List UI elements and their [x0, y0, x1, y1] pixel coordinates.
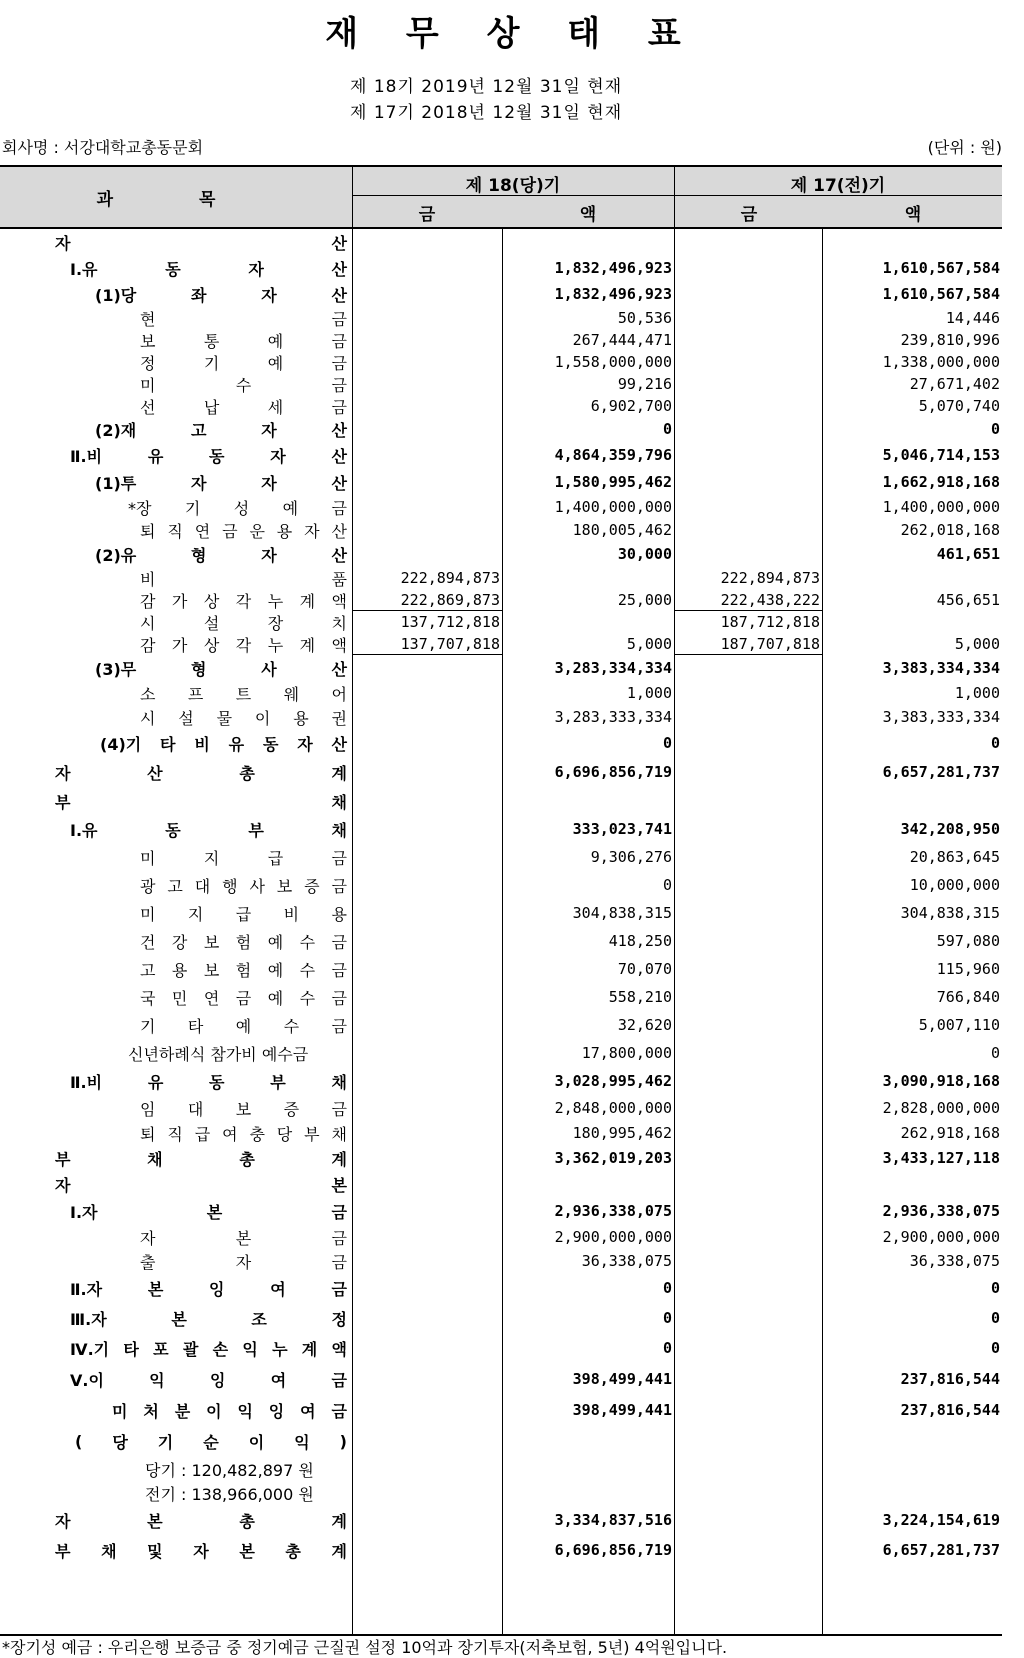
table-row [0, 351, 1002, 373]
amount-c1: 137,712,818 [400, 613, 500, 631]
amount-c2: 2,936,338,075 [554, 1202, 672, 1220]
amount-c4: 3,383,333,334 [882, 708, 1000, 726]
account-label: 출 자 금 [140, 1252, 347, 1272]
amount-c2: 9,306,276 [590, 848, 672, 866]
account-label: 국 민 연 금 예 수 금 [140, 988, 347, 1008]
table-row [0, 1171, 1002, 1197]
amount-c4: 3,090,918,168 [882, 1072, 1000, 1090]
account-label: 광 고 대 행 사 보 증 금 [140, 876, 347, 896]
amount-c4: 5,046,714,153 [882, 446, 1000, 464]
account-label: 감 가 상 각 누 계 액 [140, 591, 347, 611]
table-row [0, 927, 1002, 955]
account-label: 미 지 급 비 용 [140, 904, 347, 924]
table-row [0, 1145, 1002, 1171]
amount-c4: 20,863,645 [909, 848, 1000, 866]
amount-c2: 50,536 [617, 309, 672, 327]
account-label: 자 본 총 계 [55, 1511, 347, 1531]
account-label: Ⅲ.자 본 조 정 [70, 1309, 347, 1329]
amount-c2: 5,000 [626, 635, 672, 653]
amount-c4: 304,838,315 [900, 904, 1000, 922]
table-row [0, 281, 1002, 307]
account-label: 부 채 및 자 본 총 계 [55, 1541, 347, 1561]
amount-c4: 0 [990, 1339, 1000, 1357]
amount-c4: 2,900,000,000 [882, 1228, 1000, 1246]
table-row [0, 589, 1002, 611]
amount-c4: 3,383,334,334 [882, 659, 1000, 677]
account-label: 미 지 급 금 [140, 848, 347, 868]
account-label: 선 납 세 금 [140, 397, 347, 417]
table-row [0, 1273, 1002, 1303]
amount-c2: 1,400,000,000 [554, 498, 672, 516]
account-label: 자 본 [55, 1175, 347, 1195]
account-label: 비 품 [140, 569, 347, 589]
table-row [0, 229, 1002, 255]
table-row [0, 1067, 1002, 1095]
amount-c1: 137,707,818 [400, 635, 500, 653]
table-row [0, 611, 1002, 633]
table-row [0, 983, 1002, 1011]
table-row [0, 1395, 1002, 1425]
account-label: ( 당 기 순 이 익 ) [75, 1431, 347, 1452]
account-label: (3)무 형 사 산 [95, 659, 347, 679]
account-label: Ⅱ.비 유 동 자 산 [70, 446, 347, 466]
table-row [0, 1481, 1002, 1505]
amount-c2: 70,070 [617, 960, 672, 978]
table-row [0, 955, 1002, 983]
amount-c4: 237,816,544 [900, 1401, 1000, 1419]
amount-c2: 418,250 [608, 932, 672, 950]
amount-c4: 1,338,000,000 [882, 353, 1000, 371]
account-label: (1)당 좌 자 산 [95, 285, 347, 305]
amount-c4: 5,000 [954, 635, 1000, 653]
amount-c4: 237,816,544 [900, 1370, 1000, 1388]
table-row [0, 417, 1002, 441]
table-row [0, 899, 1002, 927]
table-row [0, 1039, 1002, 1067]
amount-c2: 1,558,000,000 [554, 353, 672, 371]
table-row [0, 681, 1002, 705]
amount-c4: 6,657,281,737 [882, 763, 1000, 781]
account-label: 감 가 상 각 누 계 액 [140, 635, 347, 655]
account-label: 퇴 직 연 금 운 용 자 산 [140, 521, 347, 541]
amount-c2: 6,902,700 [590, 397, 672, 415]
table-row [0, 1425, 1002, 1457]
account-label: (4)기 타 비 유 동 자 산 [100, 734, 347, 754]
account-label: 부 채 [55, 792, 347, 812]
amount-c2: 3,283,334,334 [554, 659, 672, 677]
footnote: *장기성 예금 : 우리은행 보증금 중 정기예금 근질권 설정 10억과 장기투자(저축보험, 5년) 4억원입니다. [2, 1638, 728, 1657]
amount-c2: 3,362,019,203 [554, 1149, 672, 1167]
table-row [0, 1363, 1002, 1395]
table-row [0, 1333, 1002, 1363]
table-row [0, 567, 1002, 589]
table-row [0, 441, 1002, 469]
statement-title: 재 무 상 태 표 [325, 14, 699, 54]
table-row [0, 255, 1002, 281]
amount-c2: 30,000 [617, 545, 672, 563]
amount-c2: 398,499,441 [572, 1401, 672, 1419]
account-label: Ⅰ.유 동 자 산 [70, 259, 347, 279]
header-prior-amount-b: 액 [904, 205, 922, 225]
header-account: 과 목 [96, 190, 256, 210]
table-row [0, 633, 1002, 655]
amount-c2: 1,000 [626, 684, 672, 702]
amount-c4: 2,828,000,000 [882, 1099, 1000, 1117]
amount-c2: 558,210 [608, 988, 672, 1006]
amount-c2: 0 [662, 876, 672, 894]
table-row [0, 655, 1002, 681]
header-prior-period: 제 17(전)기 [790, 176, 886, 196]
table-row [0, 469, 1002, 495]
amount-c2: 267,444,471 [572, 331, 672, 349]
period-current: 제 18기 2019년 12월 31일 현재 [350, 77, 623, 97]
table-row [0, 541, 1002, 567]
company-name: 회사명 : 서강대학교총동문회 [2, 138, 204, 157]
amount-c3: 222,438,222 [720, 591, 820, 609]
table-row [0, 519, 1002, 541]
amount-c2: 3,283,333,334 [554, 708, 672, 726]
amount-c3: 187,707,818 [720, 635, 820, 653]
table-row [0, 1303, 1002, 1333]
table-row [0, 329, 1002, 351]
amount-c1: 222,894,873 [400, 569, 500, 587]
account-label: Ⅰ.유 동 부 채 [70, 820, 347, 840]
account-label: (1)투 자 자 산 [95, 473, 347, 493]
account-label: 신년하례식 참가비 예수금 [128, 1044, 309, 1064]
account-label: 전기 : 138,966,000 원 [145, 1484, 314, 1504]
amount-c2: 2,900,000,000 [554, 1228, 672, 1246]
account-label: Ⅳ.기 타 포 괄 손 익 누 계 액 [70, 1339, 347, 1359]
amount-c4: 5,007,110 [918, 1016, 1000, 1034]
account-label: 부 채 총 계 [55, 1149, 347, 1169]
table-row [0, 843, 1002, 871]
account-label: 미 수 금 [140, 375, 347, 395]
table-row [0, 1535, 1002, 1565]
amount-c4: 342,208,950 [900, 820, 1000, 838]
amount-c4: 36,338,075 [909, 1252, 1000, 1270]
account-label: 자 산 총 계 [55, 763, 347, 783]
account-label: 기 타 예 수 금 [140, 1016, 347, 1036]
table-row [0, 1505, 1002, 1535]
amount-c4: 115,960 [936, 960, 1000, 978]
amount-c2: 3,334,837,516 [554, 1511, 672, 1529]
table-row [0, 1225, 1002, 1249]
amount-c4: 766,840 [936, 988, 1000, 1006]
amount-c2: 1,832,496,923 [554, 285, 672, 303]
amount-c2: 2,848,000,000 [554, 1099, 672, 1117]
account-label: 보 통 예 금 [140, 331, 347, 351]
account-label: 시 설 물 이 용 권 [140, 708, 347, 728]
amount-c2: 0 [662, 1339, 672, 1357]
account-label: Ⅰ.자 본 금 [70, 1202, 347, 1222]
amount-c2: 180,995,462 [572, 1124, 672, 1142]
currency-unit: (단위 : 원) [927, 138, 1002, 157]
amount-c4: 0 [990, 420, 1000, 438]
amount-c4: 239,810,996 [900, 331, 1000, 349]
account-label: 임 대 보 증 금 [140, 1099, 347, 1119]
account-label: 퇴 직 급 여 충 당 부 채 [140, 1124, 347, 1144]
account-label: 자 본 금 [140, 1228, 347, 1248]
amount-c2: 0 [662, 420, 672, 438]
amount-c4: 456,651 [936, 591, 1000, 609]
amount-c3: 187,712,818 [720, 613, 820, 631]
amount-c2: 180,005,462 [572, 521, 672, 539]
account-label: Ⅱ.자 본 잉 여 금 [70, 1279, 347, 1299]
table-row [0, 1095, 1002, 1121]
amount-c4: 6,657,281,737 [882, 1541, 1000, 1559]
amount-c4: 14,446 [945, 309, 1000, 327]
account-label: 소 프 트 웨 어 [140, 684, 347, 704]
amount-c2: 6,696,856,719 [554, 763, 672, 781]
amount-c4: 0 [990, 1279, 1000, 1297]
amount-c2: 6,696,856,719 [554, 1541, 672, 1559]
amount-c2: 0 [662, 1279, 672, 1297]
account-label: Ⅴ.이 익 잉 여 금 [70, 1370, 347, 1390]
account-label: 당기 : 120,482,897 원 [145, 1460, 314, 1480]
table-row [0, 705, 1002, 729]
amount-c4: 0 [990, 1309, 1000, 1327]
amount-c2: 17,800,000 [581, 1044, 672, 1062]
period-prior: 제 17기 2018년 12월 31일 현재 [350, 103, 623, 123]
amount-c4: 1,610,567,584 [882, 259, 1000, 277]
account-label: (2)유 형 자 산 [95, 545, 347, 565]
amount-c2: 0 [662, 734, 672, 752]
amount-c2: 1,580,995,462 [554, 473, 672, 491]
account-label: 정 기 예 금 [140, 353, 347, 373]
amount-c4: 3,433,127,118 [882, 1149, 1000, 1167]
account-label: 시 설 장 치 [140, 613, 347, 633]
amount-c4: 0 [990, 734, 1000, 752]
table-row [0, 815, 1002, 843]
amount-c4: 5,070,740 [918, 397, 1000, 415]
amount-c4: 3,224,154,619 [882, 1511, 1000, 1529]
amount-c4: 0 [990, 1044, 1000, 1062]
amount-c4: 27,671,402 [909, 375, 1000, 393]
amount-c4: 262,918,168 [900, 1124, 1000, 1142]
account-label: 고 용 보 험 예 수 금 [140, 960, 347, 980]
amount-c2: 333,023,741 [572, 820, 672, 838]
amount-c1: 222,869,873 [400, 591, 500, 609]
header-prior-amount-a: 금 [740, 205, 758, 225]
amount-c2: 25,000 [617, 591, 672, 609]
amount-c2: 398,499,441 [572, 1370, 672, 1388]
amount-c2: 99,216 [617, 375, 672, 393]
table-row [0, 307, 1002, 329]
table-row [0, 373, 1002, 395]
table-row [0, 1457, 1002, 1481]
amount-c4: 1,000 [954, 684, 1000, 702]
table-header [0, 167, 1002, 229]
table-row [0, 1197, 1002, 1225]
table-row [0, 757, 1002, 787]
table-row [0, 1121, 1002, 1145]
amount-c2: 304,838,315 [572, 904, 672, 922]
amount-c4: 262,018,168 [900, 521, 1000, 539]
account-label: 현 금 [140, 309, 347, 329]
amount-c4: 1,662,918,168 [882, 473, 1000, 491]
header-current-period: 제 18(당)기 [465, 176, 561, 196]
balance-sheet-table [0, 165, 1002, 1636]
amount-c4: 2,936,338,075 [882, 1202, 1000, 1220]
account-label: 자 산 [55, 233, 347, 253]
amount-c2: 3,028,995,462 [554, 1072, 672, 1090]
account-label: 건 강 보 험 예 수 금 [140, 932, 347, 952]
amount-c4: 1,400,000,000 [882, 498, 1000, 516]
amount-c4: 461,651 [936, 545, 1000, 563]
header-current-amount-a: 금 [418, 205, 436, 225]
table-row [0, 729, 1002, 757]
account-label: 미 처 분 이 익 잉 여 금 [112, 1401, 347, 1421]
table-row [0, 787, 1002, 815]
amount-c2: 1,832,496,923 [554, 259, 672, 277]
amount-c4: 1,610,567,584 [882, 285, 1000, 303]
table-row [0, 395, 1002, 417]
account-label: *장 기 성 예 금 [128, 498, 347, 518]
table-row [0, 495, 1002, 519]
amount-c2: 36,338,075 [581, 1252, 672, 1270]
table-row [0, 871, 1002, 899]
account-label: Ⅱ.비 유 동 부 채 [70, 1072, 347, 1092]
header-current-amount-b: 액 [579, 205, 597, 225]
account-label: (2)재 고 자 산 [95, 420, 347, 440]
amount-c4: 597,080 [936, 932, 1000, 950]
amount-c3: 222,894,873 [720, 569, 820, 587]
amount-c2: 0 [662, 1309, 672, 1327]
amount-c2: 4,864,359,796 [554, 446, 672, 464]
table-row [0, 1249, 1002, 1273]
amount-c4: 10,000,000 [909, 876, 1000, 894]
amount-c2: 32,620 [617, 1016, 672, 1034]
table-row [0, 1011, 1002, 1039]
